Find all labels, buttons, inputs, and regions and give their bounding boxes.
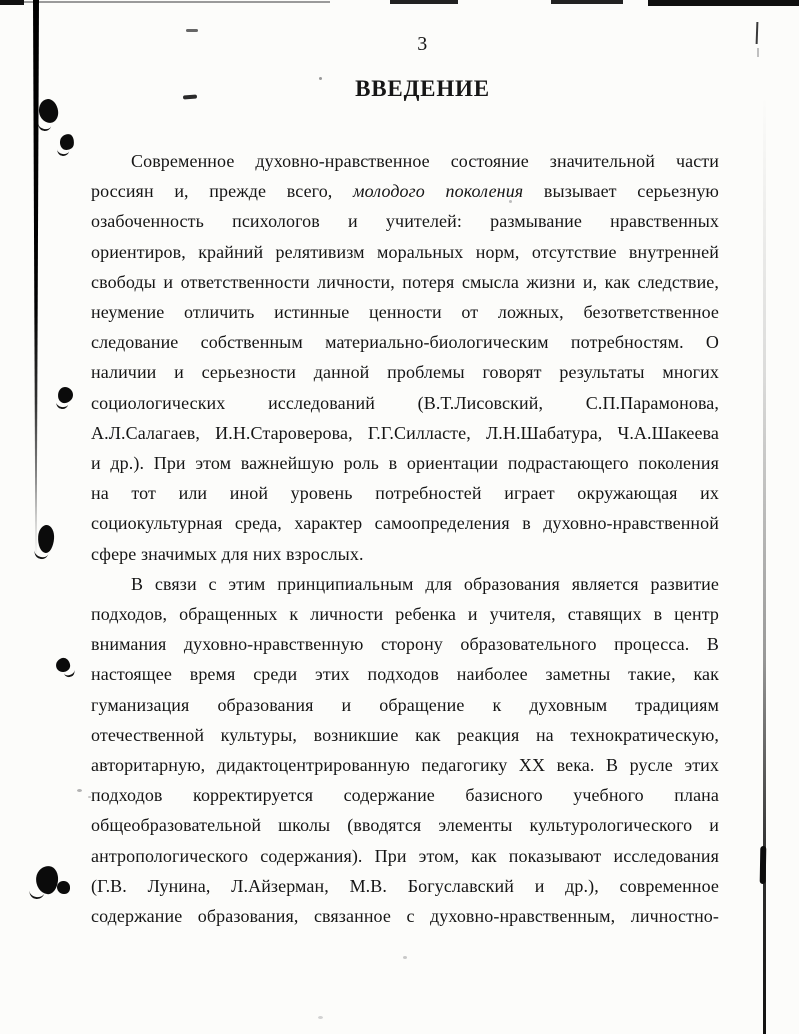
body-text — [91, 146, 719, 931]
left-binding-line — [33, 0, 39, 560]
right-edge-mark — [760, 846, 767, 884]
right-fold-line — [763, 95, 766, 1034]
text-line: социологических исследований (В.Т.Лисовский, С.П.Парамонова, — [91, 392, 719, 413]
text-line: авторитарную, дидактоцентрированную педагогику XX века. В русле этих — [91, 755, 719, 776]
text-line: свободы и ответственности личности, потеря смысла жизни и, как следствие, — [91, 271, 719, 292]
text-line: настоящее время среди этих подходов наиболее заметны такие, как — [91, 664, 719, 685]
ink-blot-tail — [37, 121, 52, 133]
ink-blot-tail — [55, 400, 68, 410]
dust-speck — [403, 956, 407, 959]
text-line: (Г.В. Лунина, Л.Айзерман, М.В. Богуславский и др.), современное — [91, 875, 719, 896]
text-line: отечественной культуры, возникшие как реакция на технократическую, — [91, 724, 719, 745]
text-line: В связи с этим принципиальным для образования является развитие — [131, 573, 719, 594]
text-line: россиян и, прежде всего, молодого поколения вызывает серьезную — [91, 181, 719, 202]
scan-edge-top-segment — [24, 1, 330, 3]
text-line: сфере значимых для них взрослых. — [91, 543, 364, 564]
stray-mark — [186, 29, 198, 32]
dust-speck — [318, 1016, 323, 1019]
scan-edge-top-segment — [0, 0, 24, 5]
text-line: подходов корректируется содержание базисного учебного плана — [91, 785, 719, 806]
scan-edge-top-segment — [551, 0, 623, 4]
ink-blot-tail — [28, 889, 44, 900]
text-line: и др.). При этом важнейшую роль в ориентации подрастающего поколения — [91, 453, 719, 474]
text-line: социокультурная среда, характер самоопределения в духовно-нравственной — [91, 513, 719, 534]
text-line: антропологического содержания). При этом, как показывают исследования — [91, 845, 719, 866]
text-line: общеобразовательной школы (вводятся элементы культурологического и — [91, 815, 719, 836]
section-title: ВВЕДЕНИЕ — [355, 76, 490, 101]
ink-blot-tail — [63, 667, 76, 678]
text-line: А.Л.Салагаев, И.Н.Староверова, Г.Г.Силласте, Л.Н.Шабатура, Ч.А.Шакеева — [91, 422, 719, 443]
text-line: Современное духовно-нравственное состояние значительной части — [131, 151, 719, 171]
text-line: внимания духовно-нравственную сторону образовательного процесса. В — [91, 634, 719, 655]
ink-blot — [57, 881, 70, 894]
scan-edge-top-segment — [390, 0, 458, 4]
text-line: ориентиров, крайний релятивизм моральных норм, отсутствие внутренней — [91, 241, 719, 262]
text-line: неумение отличить истинные ценности от ложных, безответственное — [91, 302, 719, 323]
dust-speck — [77, 789, 82, 792]
ink-blot-tail — [57, 147, 70, 157]
right-edge-smudge — [757, 48, 759, 57]
page-number: 3 — [417, 33, 428, 55]
text-line: на тот или иной уровень потребностей играет окружающая их — [91, 483, 719, 504]
text-line: гуманизация образования и обращение к духовным традициям — [91, 694, 719, 715]
text-line: подходов, обращенных к личности ребенка и учителя, ставящих в центр — [91, 604, 719, 625]
right-edge-tick — [756, 22, 759, 44]
text-line: наличии и серьезности данной проблемы говорят результаты многих — [91, 362, 719, 383]
text-line: содержание образования, связанное с духовно-нравственным, личностно- — [91, 906, 719, 927]
text-line: следование собственным материально-биологическим потребностям. О — [91, 332, 719, 353]
scan-edge-top-segment — [648, 0, 799, 6]
text-line: озабоченность психологов и учителей: размывание нравственных — [91, 211, 719, 232]
